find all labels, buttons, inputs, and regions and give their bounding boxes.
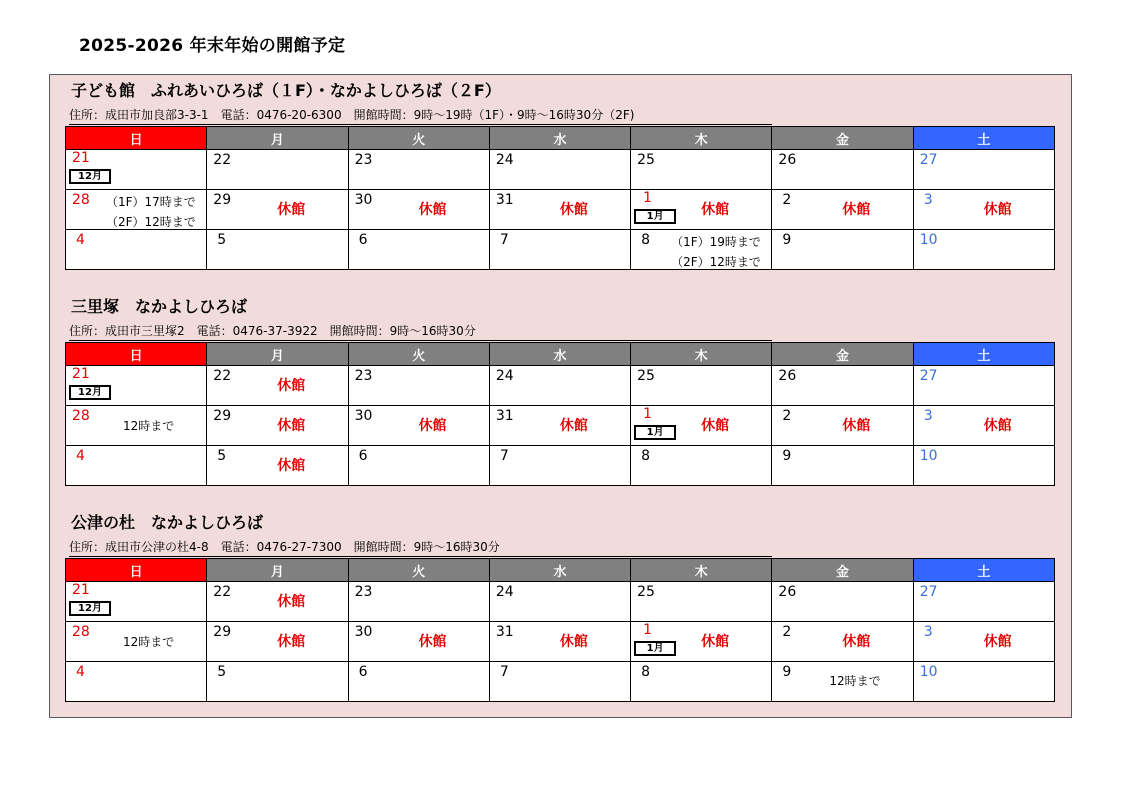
week-row [66,622,1055,662]
closed-label: 休館 [277,378,306,394]
day-cell [207,190,348,230]
section-title-sanrizuka: 三里塚 なかよしひろば [71,297,248,316]
day-number: 26 [778,152,797,168]
hours-note: （1F）17時まで [106,195,196,209]
closed-label: 休館 [559,634,588,650]
day-number: 23 [354,368,373,384]
day-cell [348,190,489,230]
day-cell [66,366,207,406]
day-number: 30 [354,192,373,208]
day-number: 22 [213,152,232,168]
day-number: 31 [495,408,514,424]
day-cell [772,230,913,270]
day-number: 8 [641,232,651,248]
day-cell [207,150,348,190]
section-info-sanrizuka: 住所：成田市三里塚2 電話：0476-37-3922 開館時間：9時～16時30分 [69,323,772,341]
day-cell [489,446,630,486]
day-number: 4 [76,232,85,248]
day-number: 23 [354,584,373,600]
section-info-kozunomori: 住所：成田市公津の杜4-8 電話：0476-27-7300 開館時間：9時～16時30分 [69,539,772,557]
closed-label: 休館 [983,418,1012,434]
day-number: 7 [499,232,509,248]
day-cell [913,662,1054,702]
closed-label: 休館 [418,202,447,218]
closed-label: 休館 [701,418,730,434]
day-cell [772,662,913,702]
day-cell [207,366,348,406]
day-number: 9 [782,232,792,248]
day-cell [631,662,772,702]
day-cell [489,406,630,446]
day-number: 9 [782,448,792,464]
day-cell [66,446,207,486]
day-cell [913,446,1054,486]
day-number: 5 [217,448,227,464]
weekday-mon: 月 [207,559,348,582]
day-cell [631,230,772,270]
day-number: 10 [919,448,938,464]
day-number: 25 [637,368,655,384]
closed-label: 休館 [277,594,306,610]
day-number: 9 [782,664,792,680]
day-cell [348,230,489,270]
day-number: 28 [72,624,90,640]
day-number: 2 [782,624,792,640]
day-number: 3 [923,192,933,208]
weekday-header-row [66,343,1055,366]
day-cell [207,406,348,446]
weekday-sat: 土 [913,559,1054,582]
weekday-thu: 木 [631,127,772,150]
day-cell [348,406,489,446]
weekday-tue: 火 [348,559,489,582]
closed-label: 休館 [277,418,306,434]
month-label-badge: 12月 [69,169,111,184]
weekday-thu: 木 [631,559,772,582]
closed-label: 休館 [701,202,730,218]
weekday-tue: 火 [348,343,489,366]
day-number: 2 [782,408,792,424]
weekday-header-row [66,559,1055,582]
weekday-mon: 月 [207,127,348,150]
hours-note: 12時まで [829,674,881,688]
closed-label: 休館 [701,634,730,650]
weekday-thu: 木 [631,343,772,366]
hours-note: （2F）12時まで [106,215,196,229]
section-title-kozunomori: 公津の杜 なかよしひろば [71,513,264,532]
day-number: 3 [923,408,933,424]
day-number: 4 [76,664,85,680]
day-number: 24 [495,584,514,600]
closed-label: 休館 [983,202,1012,218]
closed-label: 休館 [559,202,588,218]
day-cell [66,622,207,662]
day-number: 5 [217,232,227,248]
day-cell [348,662,489,702]
closed-label: 休館 [418,634,447,650]
weekday-sun: 日 [66,343,207,366]
day-number: 7 [499,448,509,464]
hours-note: 12時まで [123,419,175,433]
day-cell [489,190,630,230]
day-number: 7 [499,664,509,680]
day-number: 5 [217,664,227,680]
week-row [66,582,1055,622]
day-number: 1 [643,190,653,206]
day-number: 29 [213,624,232,640]
day-number: 1 [643,622,653,638]
day-number: 21 [72,150,90,166]
day-number: 27 [919,152,938,168]
weekday-wed: 水 [489,127,630,150]
day-cell [489,150,630,190]
day-cell [66,190,207,230]
day-cell [66,406,207,446]
day-number: 8 [641,664,651,680]
day-number: 26 [778,368,797,384]
month-label-badge: 12月 [69,601,111,616]
closed-label: 休館 [842,202,871,218]
day-number: 25 [637,152,655,168]
day-cell [348,622,489,662]
closed-label: 休館 [277,458,306,474]
day-cell [489,622,630,662]
day-cell [631,406,772,446]
week-row [66,366,1055,406]
day-cell [66,150,207,190]
day-number: 26 [778,584,797,600]
closed-label: 休館 [983,634,1012,650]
day-number: 29 [213,192,232,208]
weekday-fri: 金 [772,127,913,150]
hours-note: （1F）19時まで [671,235,761,249]
day-cell [631,622,772,662]
day-cell [772,406,913,446]
day-cell [66,582,207,622]
day-number: 30 [354,408,373,424]
week-row [66,230,1055,270]
month-label-badge: 12月 [69,385,111,400]
closed-label: 休館 [277,634,306,650]
day-number: 27 [919,368,938,384]
week-row [66,190,1055,230]
weekday-wed: 水 [489,559,630,582]
section-title-kodomokan: 子ども館 ふれあいひろば（１F）・なかよしひろば（２F） [71,81,501,100]
week-row [66,406,1055,446]
day-cell [207,230,348,270]
day-number: 1 [643,406,653,422]
day-number: 28 [72,408,90,424]
day-cell [348,150,489,190]
day-cell [913,150,1054,190]
day-number: 31 [495,192,514,208]
day-number: 21 [72,582,90,598]
weekday-header-row [66,127,1055,150]
day-number: 25 [637,584,655,600]
day-cell [772,622,913,662]
day-cell [66,662,207,702]
section-info-kodomokan: 住所：成田市加良部3-3-1 電話：0476-20-6300 開館時間：9時～19時（1F）・9時～16時30分（2F) [69,107,772,125]
day-cell [489,230,630,270]
day-number: 27 [919,584,938,600]
day-cell [913,582,1054,622]
week-row [66,150,1055,190]
day-number: 10 [919,664,938,680]
weekday-fri: 金 [772,559,913,582]
week-row [66,446,1055,486]
day-cell [207,622,348,662]
hours-note: 12時まで [123,635,175,649]
calendar-kodomokan [65,126,1055,270]
calendar-kozunomori [65,558,1055,702]
day-cell [631,366,772,406]
day-cell [913,366,1054,406]
day-cell [913,622,1054,662]
day-cell [66,230,207,270]
day-cell [348,446,489,486]
month-label-badge: 1月 [634,209,676,224]
day-cell [489,582,630,622]
day-number: 22 [213,584,232,600]
day-cell [207,446,348,486]
day-cell [631,446,772,486]
day-cell [772,366,913,406]
day-cell [631,582,772,622]
day-number: 21 [72,366,90,382]
closed-label: 休館 [559,418,588,434]
day-number: 6 [358,664,368,680]
day-cell [348,366,489,406]
weekday-sun: 日 [66,559,207,582]
day-number: 6 [358,232,368,248]
page-title: 2025-2026 年末年始の開館予定 [79,36,346,56]
closed-label: 休館 [418,418,447,434]
day-cell [772,582,913,622]
day-cell [772,446,913,486]
day-cell [913,406,1054,446]
day-cell [207,582,348,622]
day-number: 3 [923,624,933,640]
weekday-mon: 月 [207,343,348,366]
day-cell [207,662,348,702]
closed-label: 休館 [842,418,871,434]
weekday-sun: 日 [66,127,207,150]
day-number: 24 [495,368,514,384]
weekday-fri: 金 [772,343,913,366]
day-cell [772,150,913,190]
day-cell [772,190,913,230]
day-number: 10 [919,232,938,248]
week-row [66,662,1055,702]
day-cell [631,190,772,230]
weekday-sat: 土 [913,343,1054,366]
day-number: 31 [495,624,514,640]
day-cell [489,662,630,702]
month-label-badge: 1月 [634,425,676,440]
day-number: 28 [72,192,90,208]
day-number: 23 [354,152,373,168]
day-cell [489,366,630,406]
day-number: 8 [641,448,651,464]
day-number: 4 [76,448,85,464]
weekday-sat: 土 [913,127,1054,150]
weekday-tue: 火 [348,127,489,150]
weekday-wed: 水 [489,343,630,366]
day-number: 24 [495,152,514,168]
closed-label: 休館 [277,202,306,218]
day-number: 2 [782,192,792,208]
day-cell [913,230,1054,270]
hours-note: （2F）12時まで [671,255,761,269]
closed-label: 休館 [842,634,871,650]
day-number: 29 [213,408,232,424]
calendar-sanrizuka [65,342,1055,486]
month-label-badge: 1月 [634,641,676,656]
day-number: 6 [358,448,368,464]
day-cell [631,150,772,190]
day-cell [348,582,489,622]
day-cell [913,190,1054,230]
day-number: 22 [213,368,232,384]
day-number: 30 [354,624,373,640]
